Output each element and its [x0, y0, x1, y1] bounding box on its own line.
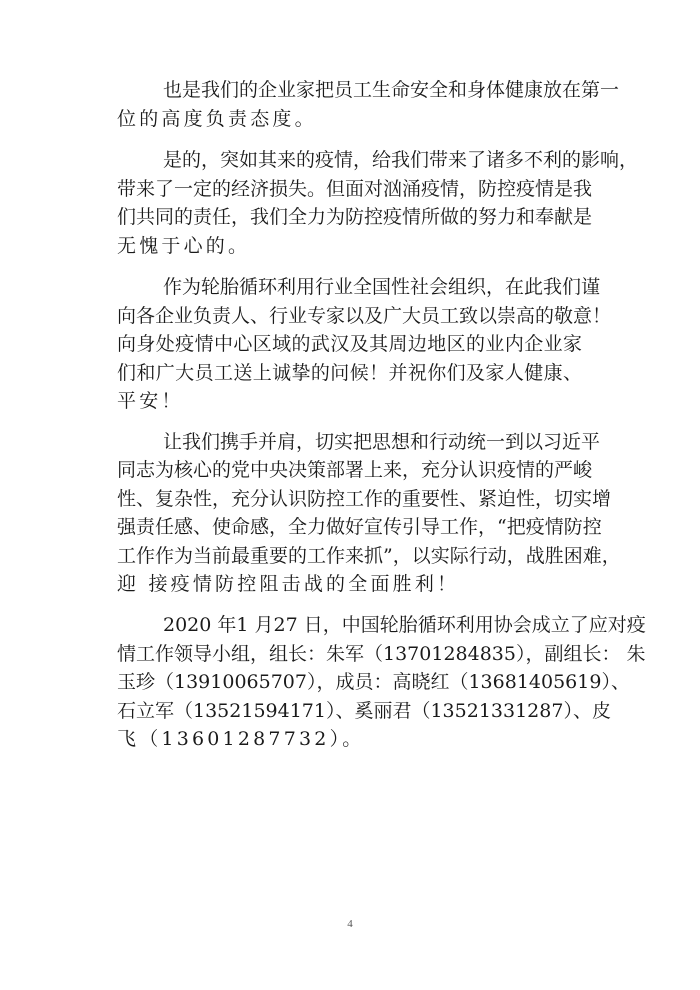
page-number: 4 — [347, 918, 353, 930]
text-line: 强责任感、使命感，全力做好宣传引导工作，“把疫情防控 — [117, 516, 602, 538]
text-line: 让我们携手并肩，切实把思想和行动统一到以习近平 — [163, 431, 601, 453]
text-line: 位的高度负责态度。 — [117, 108, 317, 130]
text-line: 向身处疫情中心区域的武汉及其周边地区的业内企业家 — [117, 333, 582, 355]
text-line: 石立军（13521594171）、奚丽君（13521331287）、皮 — [117, 700, 611, 722]
text-line: 飞（13601287732）。 — [117, 728, 365, 750]
text-line: 情工作领导小组，组长：朱军（13701284835），副组长： 朱 — [117, 643, 646, 665]
text-line: 玉珍（13910065707），成员：高晓红（13681405619）、 — [117, 671, 630, 693]
text-line: 同志为核心的党中央决策部署上来，充分认识疫情的严峻 — [117, 459, 593, 481]
text-line: 也是我们的企业家把员工生命安全和身体健康放在第一 — [163, 79, 620, 101]
text-line: 2020 年1 月27 日，中国轮胎循环利用协会成立了应对疫 — [163, 614, 646, 636]
text-line: 们和广大员工送上诚挚的问候！并祝你们及家人健康、 — [117, 362, 582, 384]
text-line: 向各企业负责人、行业专家以及广大员工致以崇高的敬意！ — [117, 305, 612, 327]
text-line: 是的，突如其来的疫情，给我们带来了诸多不利的影响， — [163, 149, 639, 171]
text-line: 性、复杂性，充分认识防控工作的重要性、紧迫性，切实增 — [117, 488, 612, 510]
text-line: 无愧于心的。 — [117, 235, 251, 257]
text-line: 工作作为当前最重要的工作来抓”，以实际行动，战胜困难， — [117, 545, 621, 567]
text-line: 作为轮胎循环利用行业全国性社会组织，在此我们谨 — [163, 276, 601, 298]
text-line: 们共同的责任，我们全力为防控疫情所做的努力和奉献是 — [117, 206, 593, 228]
text-line: 平安！ — [117, 390, 184, 412]
text-line: 迎 接疫情防控阻击战的全面胜利！ — [117, 573, 460, 595]
text-line: 带来了一定的经济损失。但面对汹涌疫情，防控疫情是我 — [117, 178, 593, 200]
